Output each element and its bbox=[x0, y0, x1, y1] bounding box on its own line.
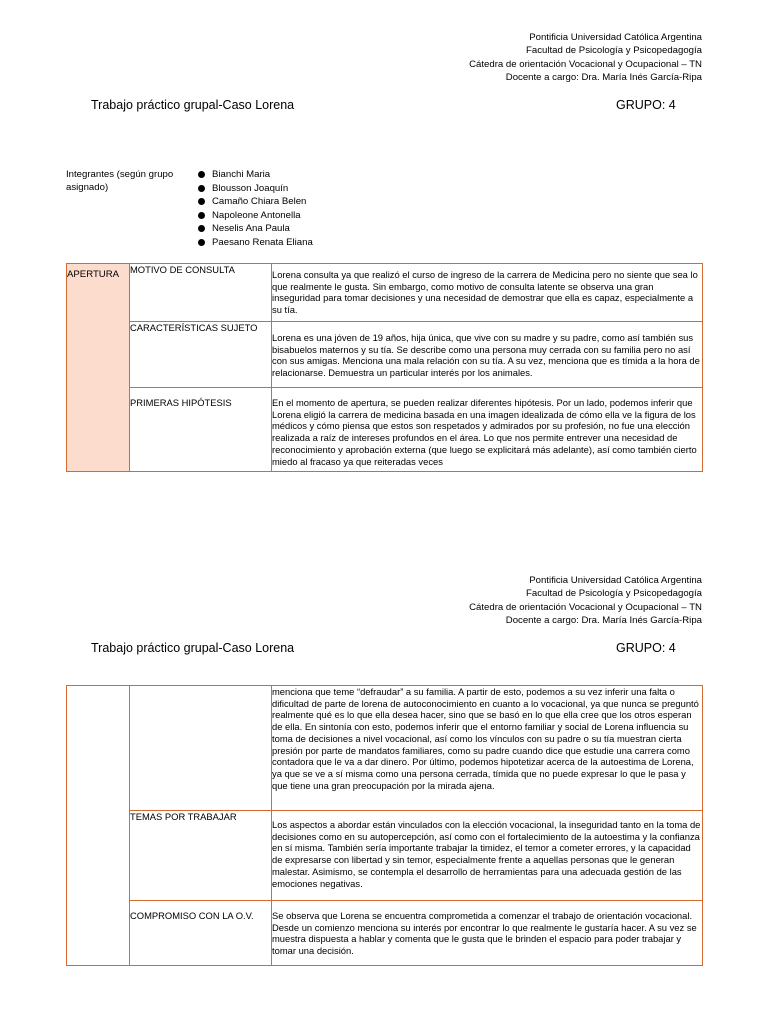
list-item: Bianchi Maria bbox=[198, 168, 313, 182]
table-row bbox=[67, 901, 703, 966]
header-teacher: Docente a cargo: Dra. María Inés García-Ripa bbox=[505, 71, 702, 83]
header-university: Pontificia Universidad Católica Argentina bbox=[529, 575, 702, 586]
header-chair: Cátedra de orientación Vocacional y Ocupacional – TN bbox=[469, 58, 702, 70]
table-row bbox=[67, 322, 703, 388]
section-label: APERTURA bbox=[67, 269, 120, 280]
row-text: Se observa que Lorena se encuentra comprometida a comenzar el trabajo de orientación vocacional. Desde un comienzo menciona su interés por encontrar lo que realmente le gustaría hacer. A su vez se muestra dispuesta a hablar y comenta que le gusta que le brinden el espacio para poder trabajar y tomar una decisión. bbox=[272, 901, 703, 966]
row-text: Lorena es una jóven de 19 años, hija única, que vive con su madre y su padre, como así también sus bisabuelos maternos y su tía. Se describe como una persona muy cerrada con su familia pero no así con sus amigas. Menciona una mala relación con su tía. A su vez, menciona que es tímida a la hora de relacionarse. Demuestra un particular interés por los animales. bbox=[272, 322, 703, 388]
page-title: Trabajo práctico grupal-Caso Lorena bbox=[91, 641, 295, 655]
row-label: PRIMERAS HIPÓTESIS bbox=[130, 388, 272, 472]
row-text: Lorena consulta ya que realizó el curso de ingreso de la carrera de Medicina pero no siente que sea lo que realmente le gusta. Sin embargo, como motivo de consulta latente se observa una gran inseguridad para tomar decisiones y una necesidad de demostrar que ella es capaz, especialmente a su tía. bbox=[272, 264, 703, 322]
row-label: TEMAS POR TRABAJAR bbox=[130, 811, 272, 901]
table-row bbox=[67, 686, 703, 811]
header-faculty: Facultad de Psicología y Psicopedagogía bbox=[526, 588, 702, 600]
table-row bbox=[67, 811, 703, 901]
list-item: Napoleone Antonella bbox=[198, 209, 313, 223]
table-row bbox=[67, 264, 703, 322]
list-item: Camaño Chiara Belen bbox=[198, 195, 313, 209]
header-chair: Cátedra de orientación Vocacional y Ocupacional – TN bbox=[469, 601, 702, 613]
section-cell bbox=[67, 264, 130, 472]
case-table-page1 bbox=[66, 263, 703, 472]
case-table-page2 bbox=[66, 685, 703, 966]
members-list bbox=[198, 168, 313, 250]
page-title: Trabajo práctico grupal-Caso Lorena bbox=[91, 98, 295, 112]
header-university: Pontificia Universidad Católica Argentina bbox=[529, 32, 702, 43]
members-label: Integrantes (según grupo asignado) bbox=[66, 169, 174, 194]
institution-header bbox=[469, 31, 702, 84]
row-label bbox=[130, 686, 272, 811]
header-faculty: Facultad de Psicología y Psicopedagogía bbox=[526, 45, 702, 57]
row-label: CARACTERÍSTICAS SUJETO bbox=[130, 322, 272, 388]
group-label: GRUPO: 4 bbox=[616, 641, 676, 655]
header-teacher: Docente a cargo: Dra. María Inés García-Ripa bbox=[505, 614, 702, 626]
row-label: MOTIVO DE CONSULTA bbox=[130, 264, 272, 322]
list-item: Blousson Joaquín bbox=[198, 182, 313, 196]
row-label: COMPROMISO CON LA O.V. bbox=[130, 901, 272, 966]
section-cell bbox=[67, 686, 130, 966]
row-text: En el momento de apertura, se pueden realizar diferentes hipótesis. Por un lado, podemos inferir que Lorena eligió la carrera de medicina basada en una imagen idealizada de cómo ella ve la figura de los médicos y cómo piensa que estos son respetados y admirados por su profesión, no fue una elección realizada a raíz de intereses profundos en el área. Lo que nos permite entrever una necesidad de reconocimiento y aprobación externa (que luego se explicitará más adelante), así como también cierto miedo al fracaso ya que reiteradas veces bbox=[272, 388, 703, 472]
row-text: menciona que teme “defraudar” a su familia. A partir de esto, podemos a su vez inferir una falta o dificultad de parte de lorena de autoconocimiento en cuanto a lo vocacional, ya que nunca se preguntó realmente qué es lo que ella desea hacer, sino que se basó en lo que ella cree que los otros esperan de ella. En sintonía con esto, podemos inferir que el entorno familiar y social de Lorena influencia su toma de decisiones a nivel vocacional, así como los vínculos con su padre o su tía muestran cierta presión por parte de mandatos familiares, como su padre cuando dice que estudie una carrera como contadora que le va a dar dinero. Por último, podemos hipotetizar acerca de la autoestima de Lorena, ya que se ve a sí misma como una persona cerrada, tímida que no puede expresar lo que le pasa y que tiene una gran preocupación por la mirada ajena. bbox=[272, 686, 703, 811]
institution-header bbox=[469, 574, 702, 627]
list-item: Neselis Ana Paula bbox=[198, 222, 313, 236]
table-row bbox=[67, 388, 703, 472]
row-text: Los aspectos a abordar están vinculados con la elección vocacional, la inseguridad tanto en la toma de decisiones como en su autopercepción, así como con el fortalecimiento de la autoestima y la confianza en sí misma. También sería importante trabajar la timidez, el temor a cometer errores, y la capacidad de expresarse con libertad y sin temor, especialmente frente a aquellas personas que le generan malestar. Asimismo, se contempla el desarrollo de herramientas para una adecuada gestión de las emociones negativas. bbox=[272, 811, 703, 901]
group-label: GRUPO: 4 bbox=[616, 98, 676, 112]
list-item: Paesano Renata Eliana bbox=[198, 236, 313, 250]
